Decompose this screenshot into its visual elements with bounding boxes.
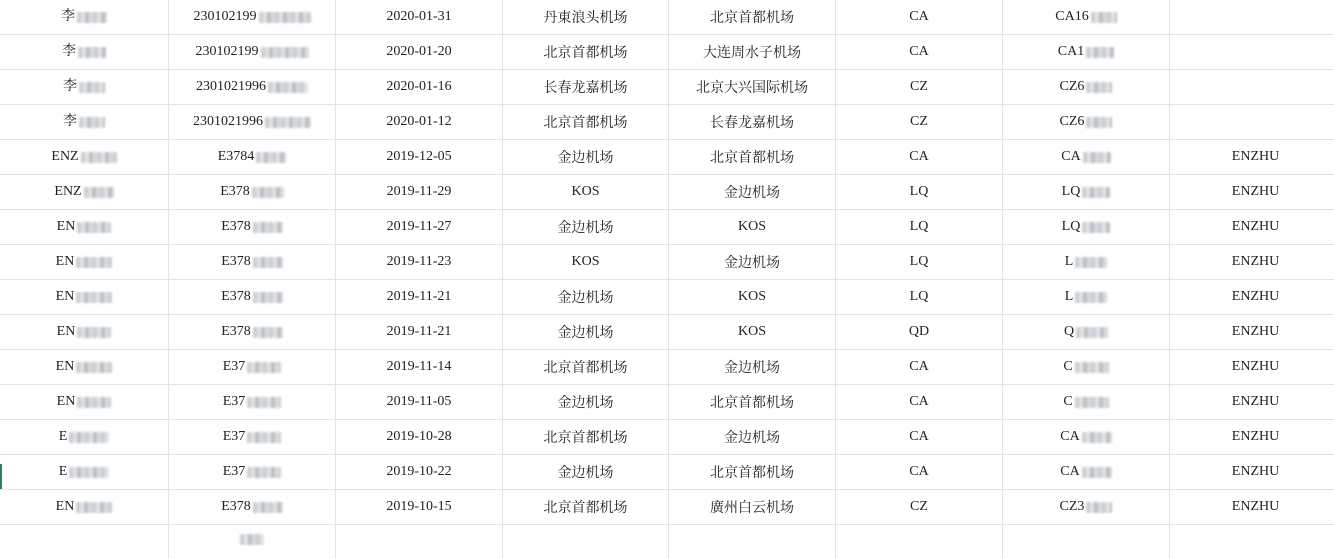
cell-flight_number: Q — [1003, 315, 1170, 350]
redaction-mask — [1091, 12, 1117, 23]
cell-operator — [1170, 0, 1334, 35]
redaction-mask — [1082, 222, 1110, 233]
cell-date: 2019-10-28 — [336, 420, 503, 455]
cell-date: 2019-11-05 — [336, 385, 503, 420]
redaction-mask — [79, 117, 105, 128]
redaction-mask — [247, 467, 281, 478]
cell-origin: 金边机场 — [503, 455, 669, 490]
cell-operator: ENZHU — [1170, 315, 1334, 350]
cell-date: 2020-01-12 — [336, 105, 503, 140]
cell-airline_code: CZ — [836, 490, 1003, 525]
table-row[interactable] — [0, 140, 1334, 175]
cell-date: 2019-10-15 — [336, 490, 503, 525]
cell-name — [0, 525, 169, 559]
cell-flight_number: CA — [1003, 140, 1170, 175]
redaction-mask — [1086, 117, 1112, 128]
cell-operator: ENZHU — [1170, 455, 1334, 490]
cell-name: EN — [0, 315, 169, 350]
cell-date — [336, 525, 503, 559]
cell-origin: 北京首都机场 — [503, 490, 669, 525]
cell-destination: KOS — [669, 315, 836, 350]
table-row[interactable] — [0, 70, 1334, 105]
row-edge-marker — [0, 464, 2, 490]
cell-airline_code: CA — [836, 385, 1003, 420]
cell-flight_number: CZ3 — [1003, 490, 1170, 525]
cell-id_number: E37 — [169, 455, 336, 490]
redaction-mask — [1082, 187, 1110, 198]
redaction-mask — [69, 432, 109, 443]
cell-name: 李 — [0, 70, 169, 105]
cell-destination: 北京首都机场 — [669, 385, 836, 420]
redaction-mask — [76, 362, 112, 373]
table-row[interactable] — [0, 490, 1334, 525]
cell-id_number: E378 — [169, 245, 336, 280]
cell-airline_code: LQ — [836, 280, 1003, 315]
cell-flight_number — [1003, 525, 1170, 559]
redaction-mask — [1082, 432, 1112, 443]
cell-airline_code: CZ — [836, 105, 1003, 140]
table-row[interactable] — [0, 0, 1334, 35]
cell-flight_number: CA — [1003, 455, 1170, 490]
cell-flight_number: L — [1003, 245, 1170, 280]
redaction-mask — [76, 502, 112, 513]
cell-id_number: 2301021996 — [169, 105, 336, 140]
cell-flight_number: LQ — [1003, 210, 1170, 245]
cell-name: 李 — [0, 105, 169, 140]
cell-operator: ENZHU — [1170, 210, 1334, 245]
cell-flight_number: CA16 — [1003, 0, 1170, 35]
cell-name: EN — [0, 385, 169, 420]
cell-date: 2019-11-14 — [336, 350, 503, 385]
cell-name: E — [0, 420, 169, 455]
redaction-mask — [77, 397, 111, 408]
cell-name: E — [0, 455, 169, 490]
cell-date: 2019-10-22 — [336, 455, 503, 490]
cell-origin: KOS — [503, 175, 669, 210]
cell-operator: ENZHU — [1170, 420, 1334, 455]
cell-airline_code: CA — [836, 140, 1003, 175]
cell-operator: ENZHU — [1170, 175, 1334, 210]
redaction-mask — [252, 187, 284, 198]
cell-airline_code: CA — [836, 35, 1003, 70]
cell-date: 2019-11-29 — [336, 175, 503, 210]
cell-name: ENZ — [0, 175, 169, 210]
cell-id_number: E378 — [169, 315, 336, 350]
cell-airline_code: LQ — [836, 245, 1003, 280]
redaction-mask — [247, 432, 281, 443]
cell-airline_code — [836, 525, 1003, 559]
cell-id_number: 2301021996 — [169, 70, 336, 105]
table-row[interactable] — [0, 105, 1334, 140]
redaction-mask — [76, 257, 112, 268]
cell-flight_number: C — [1003, 385, 1170, 420]
table-row[interactable] — [0, 385, 1334, 420]
cell-operator: ENZHU — [1170, 385, 1334, 420]
cell-flight_number: CA — [1003, 420, 1170, 455]
cell-flight_number: CZ6 — [1003, 70, 1170, 105]
cell-flight_number: L — [1003, 280, 1170, 315]
cell-operator: ENZHU — [1170, 490, 1334, 525]
redaction-mask — [256, 152, 286, 163]
cell-id_number: E378 — [169, 175, 336, 210]
cell-destination: 金边机场 — [669, 350, 836, 385]
cell-destination: KOS — [669, 280, 836, 315]
cell-name: 李 — [0, 0, 169, 35]
cell-name: EN — [0, 245, 169, 280]
redaction-mask — [1076, 327, 1108, 338]
redaction-mask — [76, 292, 112, 303]
redaction-mask — [78, 47, 106, 58]
cell-origin: 丹東浪头机场 — [503, 0, 669, 35]
redaction-mask — [253, 222, 283, 233]
redaction-mask — [268, 82, 308, 93]
cell-operator — [1170, 35, 1334, 70]
cell-origin: 北京首都机场 — [503, 350, 669, 385]
cell-origin: 北京首都机场 — [503, 35, 669, 70]
table-row[interactable] — [0, 210, 1334, 245]
cell-destination: 长春龙嘉机场 — [669, 105, 836, 140]
cell-id_number: 230102199 — [169, 0, 336, 35]
cell-name: EN — [0, 490, 169, 525]
cell-airline_code: QD — [836, 315, 1003, 350]
cell-date: 2020-01-31 — [336, 0, 503, 35]
cell-origin: 金边机场 — [503, 140, 669, 175]
redaction-mask — [253, 257, 283, 268]
redaction-mask — [1086, 502, 1112, 513]
redaction-mask — [261, 47, 309, 58]
cell-name: EN — [0, 350, 169, 385]
redaction-mask — [1075, 257, 1107, 268]
redaction-mask — [84, 187, 114, 198]
table-row[interactable] — [0, 175, 1334, 210]
cell-operator: ENZHU — [1170, 350, 1334, 385]
cell-id_number: E378 — [169, 210, 336, 245]
table-row[interactable] — [0, 280, 1334, 315]
redaction-mask — [259, 12, 311, 23]
cell-origin — [503, 525, 669, 559]
cell-id_number: E37 — [169, 385, 336, 420]
cell-id_number: 230102199 — [169, 35, 336, 70]
table-row[interactable] — [0, 525, 1334, 559]
cell-id_number: E37 — [169, 350, 336, 385]
cell-origin: 金边机场 — [503, 280, 669, 315]
cell-operator — [1170, 70, 1334, 105]
cell-airline_code: CA — [836, 0, 1003, 35]
redaction-mask — [79, 82, 105, 93]
redaction-mask — [253, 502, 283, 513]
redaction-mask — [1082, 467, 1112, 478]
cell-operator: ENZHU — [1170, 140, 1334, 175]
cell-operator: ENZHU — [1170, 280, 1334, 315]
redaction-mask — [1075, 362, 1109, 373]
redaction-mask — [253, 292, 283, 303]
redaction-mask — [77, 222, 111, 233]
cell-flight_number: CZ6 — [1003, 105, 1170, 140]
cell-date: 2019-11-27 — [336, 210, 503, 245]
table-row[interactable] — [0, 245, 1334, 280]
redaction-mask — [1075, 292, 1107, 303]
cell-id_number — [169, 525, 336, 559]
cell-date: 2020-01-16 — [336, 70, 503, 105]
redaction-mask — [1083, 152, 1111, 163]
table-row[interactable] — [0, 315, 1334, 350]
cell-airline_code: LQ — [836, 210, 1003, 245]
cell-destination: KOS — [669, 210, 836, 245]
cell-flight_number: LQ — [1003, 175, 1170, 210]
cell-origin: 金边机场 — [503, 210, 669, 245]
redaction-mask — [240, 534, 264, 545]
redaction-mask — [253, 327, 283, 338]
cell-destination: 金边机场 — [669, 175, 836, 210]
redaction-mask — [247, 362, 281, 373]
cell-destination: 大连周水子机场 — [669, 35, 836, 70]
cell-name: 李 — [0, 35, 169, 70]
cell-origin: 长春龙嘉机场 — [503, 70, 669, 105]
redaction-mask — [1086, 47, 1114, 58]
cell-operator: ENZHU — [1170, 245, 1334, 280]
cell-date: 2019-12-05 — [336, 140, 503, 175]
redaction-mask — [69, 467, 109, 478]
cell-id_number: E3784 — [169, 140, 336, 175]
cell-id_number: E378 — [169, 490, 336, 525]
cell-date: 2019-11-21 — [336, 280, 503, 315]
cell-destination: 廣州白云机场 — [669, 490, 836, 525]
cell-origin: KOS — [503, 245, 669, 280]
cell-destination: 北京首都机场 — [669, 0, 836, 35]
cell-destination: 北京大兴国际机场 — [669, 70, 836, 105]
table-row[interactable] — [0, 350, 1334, 385]
cell-destination: 金边机场 — [669, 420, 836, 455]
cell-origin: 北京首都机场 — [503, 420, 669, 455]
cell-operator — [1170, 525, 1334, 559]
redaction-mask — [1086, 82, 1112, 93]
cell-airline_code: CA — [836, 420, 1003, 455]
cell-id_number: E37 — [169, 420, 336, 455]
cell-name: EN — [0, 280, 169, 315]
table-row[interactable] — [0, 420, 1334, 455]
redaction-mask — [265, 117, 311, 128]
cell-origin: 金边机场 — [503, 385, 669, 420]
cell-date: 2019-11-23 — [336, 245, 503, 280]
cell-airline_code: LQ — [836, 175, 1003, 210]
cell-date: 2020-01-20 — [336, 35, 503, 70]
redaction-mask — [77, 12, 107, 23]
cell-destination: 北京首都机场 — [669, 140, 836, 175]
cell-destination: 金边机场 — [669, 245, 836, 280]
cell-flight_number: C — [1003, 350, 1170, 385]
redaction-mask — [1075, 397, 1109, 408]
table-row[interactable] — [0, 455, 1334, 490]
redaction-mask — [77, 327, 111, 338]
cell-operator — [1170, 105, 1334, 140]
cell-name: EN — [0, 210, 169, 245]
cell-date: 2019-11-21 — [336, 315, 503, 350]
cell-name: ENZ — [0, 140, 169, 175]
table-row[interactable] — [0, 35, 1334, 70]
cell-airline_code: CA — [836, 455, 1003, 490]
cell-origin: 金边机场 — [503, 315, 669, 350]
cell-airline_code: CZ — [836, 70, 1003, 105]
redaction-mask — [247, 397, 281, 408]
cell-origin: 北京首都机场 — [503, 105, 669, 140]
cell-id_number: E378 — [169, 280, 336, 315]
cell-flight_number: CA1 — [1003, 35, 1170, 70]
cell-destination: 北京首都机场 — [669, 455, 836, 490]
cell-airline_code: CA — [836, 350, 1003, 385]
redaction-mask — [81, 152, 117, 163]
cell-destination — [669, 525, 836, 559]
